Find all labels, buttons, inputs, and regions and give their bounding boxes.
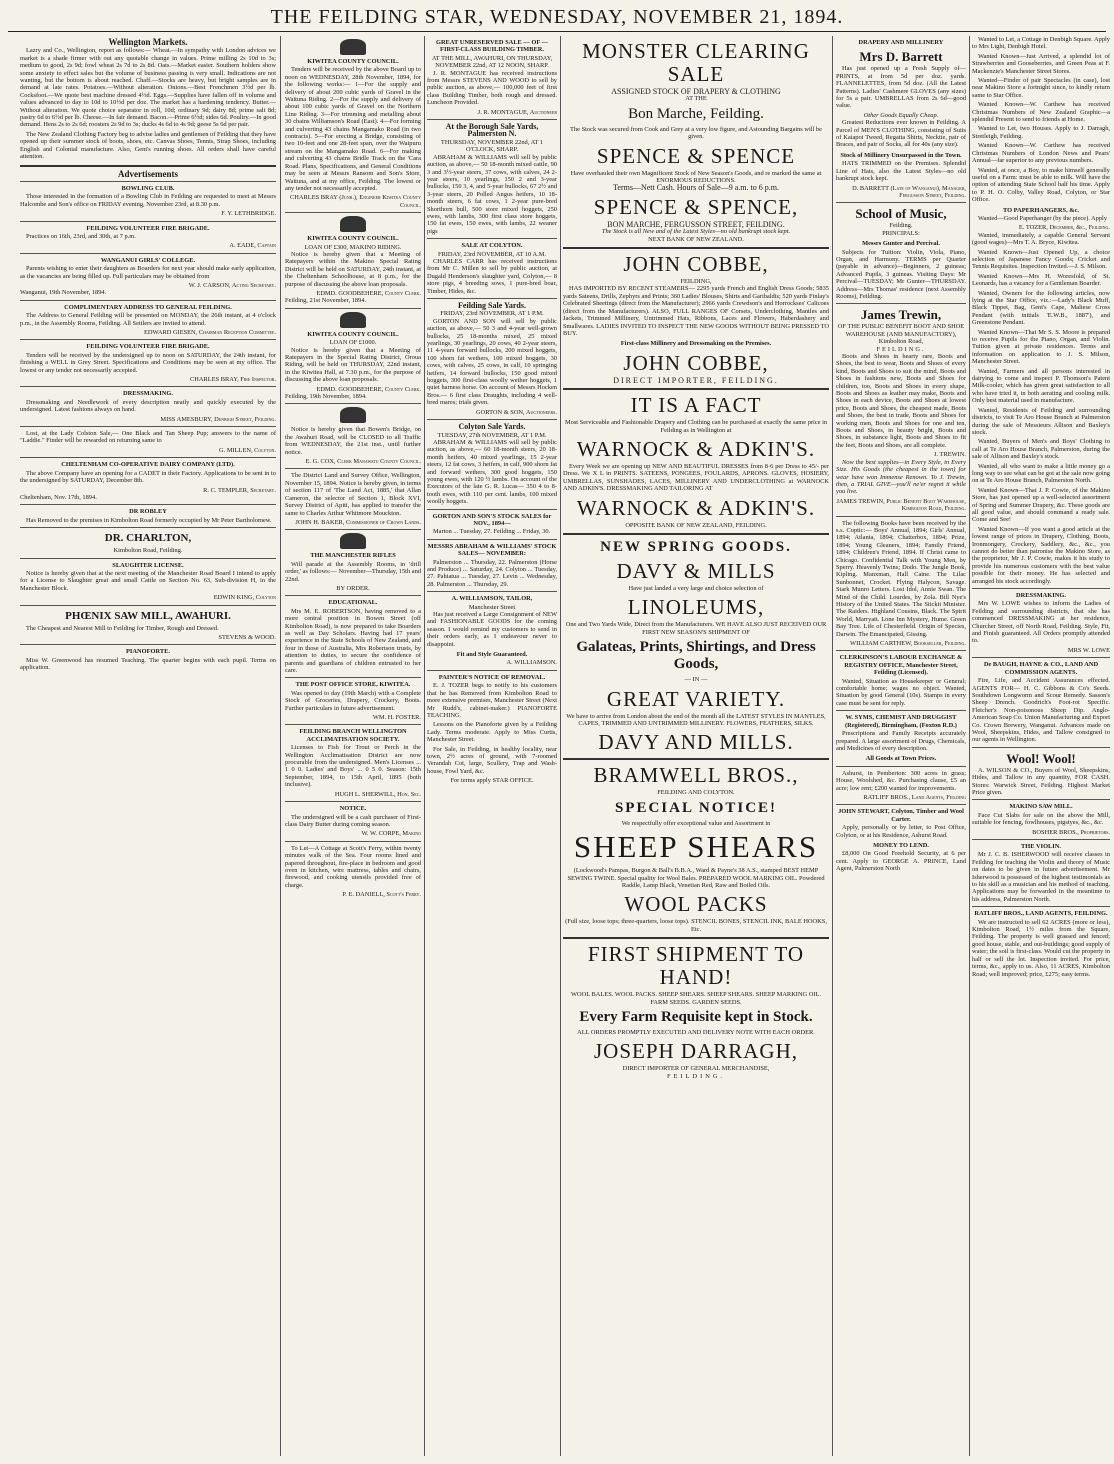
galateas-title: Galateas, Prints, Shirtings, and Dress Goods,: [576, 639, 816, 673]
every-farm-title: Every Farm Requisite kept in Stock.: [579, 1009, 813, 1026]
divider: [836, 650, 966, 651]
wanted-ad: Wanted, all who want to make a little money go a long way to see what can be got at the sale now going on at Te Aro House Branch, Palmerston North.: [972, 462, 1110, 485]
wanted-signature: E. TOZER, December, &c., Feilding.: [1018, 224, 1110, 232]
wanted-ad: Wanted, Buyers of Men's and Boys' Clothing to call at Te Aro House Branch, Palmerston, during the sale of Allison and Baxley's stock.: [972, 438, 1110, 461]
violin-text: Mr J. C. B. ISHERWOOD will receive classes in Feilding for teaching the Violin and theory of Music on dates to be given in future advertisement. Mr Isherwood is possessed of the highest testimonials as to his skill as a musician and his method of teaching. Applications may be forwarded in the meantime to his address, Palmerston North.: [972, 851, 1110, 903]
rifles-signature: BY ORDER.: [336, 584, 370, 592]
butter-notice-text: The undersigned will be a cash purchaser of First-class Dairy Butter during coming season.: [285, 813, 421, 828]
wanted-ad: Wanted Known—That J. P. Cowie, of the Makino Store, has just opened up a well-selected assortment of Spring and Summer Drapery, &c. These goods are all good value, and should command a ready sale. Come and See!: [972, 486, 1110, 524]
post-office-store-text: Was opened to day (19th March) with a Complete Stock of Groceries, Drapery, Crockery, Boots. Further particulars in future advertisement.: [285, 689, 421, 712]
cobbe-subtitle: FEILDING,: [680, 278, 712, 286]
trewin-text: Boots and Shoes in hearty rare, Boots and Shoes, the best to wear, Boots and Shoes of every kind, Boots and Shoes to suit the mind, Boots and Shoes in fashions new, Boots and Shoes for children, too, Boots and Shoes in every shape, Boots and Shoes as leather may make, Boots and Shoes in each device, Boots and Shoes at lowest price, Boots and Shoes, the cheapest made, Boots and Shoes, the best in trade, Boots and Shoes for working men, Boots and Shoes for one and ten, Boots and Shoes, in beauty bright, Boots and Shoes, in substance light, Boots and Shoes to fit the feet, Boots and Shoes, are all complete.: [836, 353, 966, 449]
bramwell-text: We respectfully offer exceptional value and Assortment in: [621, 819, 771, 827]
clearing-sale-text: The Stock was secured from Cook and Grey at a very low figure, and Astounding Bargains will be given.: [570, 125, 822, 141]
crest-icon: [340, 39, 366, 55]
divider: [427, 298, 557, 299]
kiwitea-loan2-signature: EDMD. GOODBEHERE, County Clerk.: [316, 385, 421, 393]
wanted-ad: Wanted to Let, a Cottage in Denbigh Square. Apply to Mrs Light, Denbigh Hotel.: [972, 36, 1110, 51]
borough-yards-text: ABRAHAM & WILLIAMS will sell by public auction, as above,— 50 18-month mixed cattle, 90 3 and 3½-year steers, 37 cows, with calves, 24 2-year steers, 10 yearlings, 150 2 and 3-year bullocks, 150 3, 4, and 5-year bullocks, 67 2½ and 3-year steers, 20 Polled Angus heifers, 10 18-month steers, 6 fat cows, 1 2-year pure-bred Shorthorn bull, 500 store mixed hoggets, 250 ewes, with lambs, 300 first class store hoggets, 150 fat ewes, 150 ewes, with lambs, 22 weaner pigs: [427, 153, 557, 235]
darragh-subtitle: DIRECT IMPORTER OF GENERAL MERCHANDISE,: [622, 1065, 770, 1073]
bowling-signature: F. Y. LETHBRIDGE.: [221, 210, 276, 218]
post-office-store-title: THE POST OFFICE STORE, KIWITEA.: [295, 681, 411, 689]
barrett-text-2: Greatest Reductions ever known in Feilding. A Parcel of MEN'S CLOTHING, consisting of Suits of Kaiapoi Tweed, Regatta Shirts, Necktie, pair of Braces, and pair of Socks, all for 40s (any size).: [836, 119, 966, 149]
divider: [20, 165, 276, 167]
wanted-ad: Wanted Known—If you want a good article at the lowest range of prices in Drapery, Clothing, Boots, Ironmongery, Crockery, Saddlery, &c., &c., you cannot do better than patronise the Makino Store, as the proprietor, Mr J. P. Cowie, makes it his study to provide his numerous customers with the best value possible for their money. He has selected and arranged his stock accordingly.: [972, 525, 1110, 585]
divider: [427, 539, 557, 540]
timber-sale-text: J. R. MONTAGUE has received instructions from Messrs STEVENS AND WOOD to sell by public auction, as above,— 100,000 feet of first class Building Timber, both rough and dressed. Luncheon Provided.: [427, 69, 557, 107]
educational-text: Mrs M. E. ROBERTSON, having removed to a more central position in Bowen Street (off Kimbolton Road), is now prepared to take Boarders as well as Day Scholars. Having had 17 years' experience in the State Schools of New Zealand, and four in those of Australia, Mrs Robertson trusts, by attention to duties, to secure the confidence of parents and guardians of children entrusted to her care.: [285, 607, 421, 674]
markets-title: Wellington Markets.: [108, 37, 188, 47]
cobbe-note: First-class Millinery and Dressmaking on the Premises.: [620, 340, 772, 348]
divider: [285, 529, 421, 530]
masthead-rule: [8, 31, 1106, 32]
school-music-names: Messrs Gunter and Percival.: [862, 240, 940, 248]
girls-college-text: Parents wishing to enter their daughters as Boarders for next year should make early application, as the vacancies are being filled up. Full particulars may be obtained from: [20, 265, 276, 280]
dressmaking-text: Dressmaking and Needlework of every description neatly and quickly executed by the undersigned. Latest fashions always on hand.: [20, 398, 276, 414]
divider: [285, 841, 421, 842]
dairy-signature: R. C. TEMPLER, Secretary.: [203, 486, 276, 494]
kiwitea-title-3: KIWITEA COUNTY COUNCIL.: [307, 330, 399, 338]
wanted-ad: Wanted—Good Paperhanger (by the piece). Apply: [978, 214, 1108, 222]
column-4: [563, 36, 829, 1456]
makino-mill-text: Face Cut Slabs for sale on the above the Mill, suitable for fencing, fowlhouses, pigstyes, &c., &c.: [972, 811, 1110, 827]
acclimatisation-signature: HUGH L. SHERWILL, Hon. Sec.: [334, 790, 421, 798]
timber-sale-signature: J. R. MONTAGUE, Auctioneer: [477, 108, 557, 116]
girls-college-signature: W. J. CARSON, Acting Secretary.: [188, 281, 276, 289]
barrett-title: DRAPERY AND MILLINERY: [858, 39, 944, 46]
feilding-yards-text: GORTON AND SON will sell by public auction, as above,— 50 3 and 4-year well-grown bullocks, 25 18-months mixed, 25 mixed yearlings, 30 yearlings, 20 cows, 40 2-year steers, 11 4-years forward bullocks, 200 mixed hoggets, 100 shorn fat wethers, 100 mixed hoggets, 30 cows, with calves, 25 cows, in calf, 10 springing heifers, 14 forward bullocks, 150 good mixed hoggets, 300 first-class woolly wether hoggets, 1 quiet harness horse. On account of Messrs Hocken Bros.— 6 first class Draughts, including 4 well-bred mares; trials given.: [427, 317, 557, 407]
barrett-text-3: HATS TRIMMED on the Premises. Splendid Line of Hats, also the Latest Styles—no old bankrupt stock kept.: [836, 160, 966, 183]
cobbe-text: HAS IMPORTED BY RECENT STEAMERS— 2295 yards French and English Dress Goods; 5835 yards Sateens, Drills, Zephyrs and Prints; 360 Ladies' Blouses, Shirts and Garibaldis; 520 yards Finlay's Celebrated Sheetings (direct from the Manufacturer); 2966 yards Crewdson's and Horrockses' Calicoes (direct from the Manufacturers). ALSO, FULL RANGES OF Corsets, Underclothing, Mantles and Jackets, Trimmed Millinery, Untrimmed Hats, Ribbons, Laces and Flowers, Haberdashery and Smallwares. LADIES INVITED TO INSPECT THE NEW GOODS WITHOUT BEING PRESSED TO BUY.: [563, 285, 829, 337]
kiwitea-loan-signature: EDMD. GOODBEHERE, County Clerk.: [316, 289, 421, 297]
column-divider: [424, 36, 425, 1456]
kiwitea-loan2-text: Notice is hereby given that a Meeting of Ratepayers in the Special Rating District, Oroua Riding, will be held on THURSDAY, 22nd instant, in the Kiwitea Hall, at 7.30 p.m., for the purpose of discussing the above loan proposals.: [285, 346, 421, 384]
barrett-signature: D. BARRETT (Late of Wanganui), Manager, Fergusson Street, Feilding.: [852, 184, 966, 199]
butter-notice-signature: W. W. CORPE, Makino: [361, 830, 421, 838]
fire-brigade-signature: A. EADE, Captain: [229, 242, 276, 250]
tailor-fit: Fit and Style Guaranteed.: [456, 651, 528, 659]
wool-text: A. WILSON & CO., Buyers of Wool, Sheepskins, Hides, and Tallow in any quantity, FOR CASH. Stores: Warwick Street, Feilding. Highest Market Price given.: [972, 766, 1110, 796]
divider: [563, 533, 829, 535]
spence-address: BON MARCHE, FERGUSSON STREET, FEILDING.: [607, 219, 785, 229]
bowling-text: Those interested in the formation of a Bowling Club in Feilding are requested to meet at Messrs Halcombe and Son's office on FRIDAY evening, November 23rd, at 8.30 p.m.: [20, 193, 276, 208]
colyton-yards-title: Colyton Sale Yards.: [458, 422, 526, 432]
column-6: [972, 36, 1110, 1456]
debaugh-title: De BAUGH, HAYNE & CO., LAND AND COMMISSION AGENTS.: [983, 661, 1099, 676]
slaughter-signature: EDWIN KING, Colyton: [213, 594, 276, 602]
lowe-signature: MRS W. LOWE: [1067, 646, 1110, 654]
clearing-sale-subtitle: ASSIGNED STOCK OF DRAPERY & CLOTHING: [611, 87, 781, 96]
divider: [20, 221, 276, 222]
divider: [836, 804, 966, 805]
kiwitea-loan-subtitle: LOAN OF £300, MAKINO RIDING.: [304, 243, 402, 251]
cottage-signature: P. E. DANIELL, Scott's Ferry.: [342, 891, 421, 899]
town-prices: All Goods at Town Prices.: [865, 755, 937, 763]
wanted-ad: Wanted, Residents of Feilding and surrounding districts, to visit Te Aro House Branch at Palmerston during the sale of Messieurs Allison and Baxley's stock.: [972, 406, 1110, 436]
for-sale-text: For Sale, in Feilding, in healthy locality, near town, 2½ acres of ground, with 7-roomed Verandah Cot, large, Scullery, Trap and Wash-house, Fowl Yard, &c.: [427, 745, 557, 775]
divider: [20, 181, 276, 182]
trewin-title: James Trewin,: [860, 307, 942, 323]
acclimatisation-text: Licenses to Fish for Trout or Perch in the Wellington Acclimatisation District are now procurable from the undersigned. Men's Licenses ... 1 0 0. Ladies' and Boys' ... 0 5 0. Season: 15th September, 1894, to 15th April, 1895 (both inclusive).: [285, 744, 421, 789]
divider: [20, 504, 276, 505]
spence-terms: Terms—Nett Cash. Hours of Sale—9 a.m. to 6 p.m.: [613, 183, 779, 193]
spring-goods-title: NEW SPRING GOODS.: [600, 538, 792, 555]
trewin-text-2: Now the best supplies—in Every Style, in Every Size. His Goods (the cheapest in the town) for wear have won Immense Renown. To J. Trewin, then, a TRIAL GIVE—you'll ne'er regret it while you live.: [836, 458, 966, 496]
divider: [836, 516, 966, 517]
crest-icon: [340, 407, 366, 423]
address-text: The Address to General Feilding will be presented on MONDAY, the 26th instant, at 4 o'clock p.m., in the Assembly Rooms, Feilding. All Settlers are invited to attend.: [20, 312, 276, 327]
sheep-shears-title: SHEEP SHEARS: [573, 829, 819, 865]
crest-icon: [340, 533, 366, 549]
wanted-ad: Wanted—Finder of pair Spectacles (in case), lost near Makino Store a fortnight since, to kindly return same to Star Office.: [972, 77, 1110, 99]
borough-yards-subtitle: THURSDAY, NOVEMBER 22nd, AT 1 O'CLOCK, SHARP.: [440, 138, 544, 154]
clearing-sale-at: AT THE: [685, 95, 707, 103]
timber-sale-title: GREAT UNRESERVED SALE — OF — FIRST-CLASS BUILDING TIMBER.: [435, 39, 549, 54]
wanted-ad: Wanted to Let, two Houses. Apply to J. Darragh, Stretleigh, Feilding.: [972, 125, 1110, 140]
colyton-yards-text: ABRAHAM & WILLIAMS will sell by public auction, as above,— 60 18-month steers, 20 18-month heifers, 40 mixed yearlings, 15 2-year steers, 12 fat cows, 3 heifers, in calf, 900 shorn fat and forward wethers, 300 good hoggets, 150 young ewes, with 120 ½ lambs. On account of the Executors of the late G. R. Lucas— 350 4 to 8-tooth ewes, with 110 per cent. lambs, 100 mixed woolly hoggets.: [427, 438, 557, 506]
brigade-tender-signature: CHARLES BRAY, Fire Inspector.: [190, 376, 276, 384]
divider: [972, 588, 1110, 589]
divider: [285, 677, 421, 678]
school-music-principals: PRINCIPALS:: [882, 229, 920, 237]
for-sale-signature: For terms apply STAR OFFICE.: [450, 777, 534, 785]
saw-mill-signature: STEVENS & WOOD.: [218, 633, 276, 641]
bramwell-text-3: (Full size, loose tops; three-quarters, loose tops). STENCIL BONES, STENCIL INK, BALE HOOKS, Etc.: [565, 918, 827, 933]
kiwitea-loan-date: Feilding, 21st November, 1894.: [285, 297, 367, 305]
tailor-subtitle: Manchester Street: [468, 603, 516, 611]
fire-brigade-title: FEILDING VOLUNTEER FIRE BRIGADE.: [86, 224, 210, 232]
stewart-title: JOHN STEWART, Colyton, Timber and Wool Carter.: [838, 808, 964, 823]
doctor2-title: DR. CHARLTON,: [104, 532, 192, 545]
special-notice-title: SPECIAL NOTICE!: [614, 799, 778, 816]
column-divider: [832, 36, 833, 1456]
books-signature: WILLIAM CARTHEW, Bookseller, Feilding.: [850, 640, 966, 648]
girls-college-date: Wanganui, 19th November, 1894.: [20, 289, 107, 297]
lowe-dressmaking-title: DRESSMAKING.: [1016, 592, 1066, 600]
divider: [836, 303, 966, 304]
ratliff-text: We are instructed to sell 62 ACRES (more or less), Kimbolton Road, 1½ miles from the Square, Feilding. The property is well grassed and fenced; good house, stable, and out-buildings; good supply of water; the soil is first-class. Would cut the property in half or sell the lot. Inspection invited. For price, terms, &c., apply to us. Also, 11 ACRES, Kimbolton Road; well improved; price, £275; easy terms.: [972, 918, 1110, 978]
divider: [20, 426, 276, 427]
makino-mill-signature: BOSHER BROS., Proprietors.: [1032, 828, 1110, 836]
borough-yards-title: At the Borough Sale Yards, Palmerston N.: [445, 122, 539, 139]
markets-text: Lazry and Co., Wellington, report as follows:— Wheat.—In sympathy with London advices we market is a shade firmer with out any quotable change in values. Prime milling 2s 10d to 3s; medium to good, 2s 9d; fowl wheat 2s 7d to 2s 8d. Oats.—Market easier. Southern holders show some anxiety to effect sales but the volume of business passing is very small. Indications are not wanting, but the bottom is about reached. Chaff.—Stocks are heavy, but bright samples are in demand at late rates. Potatoes.—Without alteration. Onions.—Best Frenchmen 3½d per lb. Cocksfoot.—We quote best machine dressed 4½d. Eggs.—Supplies have fallen off in volume and values advanced to day to 10d to 10½d per doz. The market has a hardening tendency. Butter.—Without alteration. We quote choice separator in roll, 10d; ordinary 9d; dairy 8d; prime salt 8d; pastry 6d to 6½d per lb. Cheese.—In fair demand. Bacon.—Prime 6½d; sides 6d. Poultry.—In good demand. Hens 2s to 2s 6d; roosters 2s 9d to 3s; ducks 4s 6d to 4s 9d; geese 5s 6d per pair.: [20, 47, 276, 129]
paperhangers-title: TO PAPERHANGERS, &c.: [1002, 206, 1080, 214]
colyton-sale-subtitle: FRIDAY, 23rd NOVEMBER, AT 10 A.M.: [437, 250, 546, 258]
land-office-signature: JOHN H. BAKER, Commissioner of Crown Lands.: [295, 518, 421, 526]
divider: [20, 457, 276, 458]
divider: [563, 937, 829, 939]
kiwitea-title-2: KIWITEA COUNTY COUNCIL.: [307, 235, 399, 243]
syms-text: Prescriptions and Family Receipts accurately prepared. A large assortment of Drugs, Chemicals, and Medicines of every description.: [836, 730, 966, 752]
column-5: [836, 36, 966, 1456]
labour-exchange-text: Wanted, Situation as Housekeeper or General; comfortable home; wages no object. Wanted, Situation by good General (10s). Stamps in every case must be sent for reply.: [836, 677, 966, 707]
dairy-title: CHELTENHAM CO-OPERATIVE DAIRY COMPANY (LTD).: [61, 461, 235, 469]
gorton-sales-text: Marton ... Tuesday, 27. Feilding ... Friday, 30.: [433, 528, 551, 536]
davy-mills-text-2: One and Two Yards Wide, Direct from the Manufacturers. WE HAVE ALSO JUST RECEIVED OUR FIRST NEW SEASON'S SHIPMENT OF: [565, 621, 827, 636]
first-shipment-title: FIRST SHIPMENT TO HAND!: [587, 942, 805, 990]
first-shipment-text-2: ALL ORDERS PROMPTLY EXECUTED AND DELIVERY NOTE WITH EACH ORDER.: [577, 1029, 815, 1037]
labour-exchange-title: CLERKINSON'S LABOUR EXCHANGE & REGISTRY OFFICE, Manchester Street, Feilding (Licensed).: [839, 654, 963, 677]
divider: [20, 386, 276, 387]
column-divider: [969, 36, 970, 1456]
doctor-text: Has Removed to the premises in Kimbolton Road formerly occupied by Mr Peter Bartholomew.: [26, 516, 272, 524]
divider: [972, 906, 1110, 907]
darragh-feilding: FEILDING.: [666, 1072, 726, 1080]
divider: [563, 388, 829, 390]
crest-icon: [340, 216, 366, 232]
divider: [427, 238, 557, 239]
barrett-text: Has just opened up a Fresh Supply of— PRINTS, at from 5d per doz. yards. FLANNELETTES, from 5d doz. (All the Latest Patterns). Ladies' Cashmere GLOVES (any sizes) for 5s a pair. UMBRELLAS from 2s 6d—good value.: [836, 65, 966, 110]
davy-mills-text: Have just landed a very large and choice selection of: [628, 584, 764, 592]
cobbe-title-2: JOHN COBBE,: [623, 350, 769, 375]
stewart-text: Apply, personally or by letter, to Post Office, Colyton, or at his Residence, Ashurst Road.: [836, 824, 966, 839]
divider: [285, 724, 421, 725]
pianoforte-text: Miss W. Greenwood has resumed Teaching. The quarter begins with each pupil. Terms on application.: [20, 656, 276, 672]
wanted-ad: Wanted, Farmers and all persons interested in dairying to come and inspect P. Thomson's Patent Milk-cooler, which has given great satisfaction to all who have tried it, in both aerating and cooling milk. Only best material used in manufacture.: [972, 367, 1110, 405]
address-signature: EDWARD GIESEN, Chairman Reception Committee.: [144, 329, 276, 336]
wanted-ad: Wanted Known—W. Carthew has received Christmas Numbers of London News and Pears' Annual—far superior to any previous numbers.: [972, 142, 1110, 165]
rifles-text: Will parade at the Assembly Rooms, in 'drill order,' as follows:— November—Thursday, 15th and 22nd.: [285, 560, 421, 583]
feilding-yards-subtitle: FRIDAY, 23rd NOVEMBER, AT 1 P.M.: [440, 310, 544, 318]
divider: [972, 747, 1110, 748]
school-music-text: Subjects for Tuition: Violin, Viola, Piano, Organ, and Harmony. TERMS per Quarter (payable in advance)—Beginners, 2 guineas; Advanced Pupils, 3 guineas. Visiting Days: Mr Percival—TUESDAY; Mr Gunter—THURSDAY. Address—Mrs Thomas' residence (next Assembly Rooms), Feilding.: [836, 248, 966, 300]
wanted-ad: Wanted, Owners for the following articles, now lying at the Star Office, viz.:—Lady's Black Muff, Black Tippet, Bag, Gent's Cape, Maltese Cross Pendant (with initials 'E.W.B., 1887'), and Greenstone Pendant.: [972, 289, 1110, 327]
divider: [285, 595, 421, 596]
feilding-yards-title: Feilding Sale Yards.: [458, 301, 526, 310]
divider: [285, 801, 421, 802]
cottage-text: To Let—A Cottage at Scott's Ferry, within twenty minutes walk of the Sea. Four rooms lined and papered throughout, fire-place in bedroom and good oven in kitchen, wire mattress, tables and chairs, firewood, and cooking utensils provided free of charge.: [285, 844, 421, 889]
makino-mill-title: MAKINO SAW MILL.: [1009, 803, 1073, 811]
lost-signature: G. MILLEN, Colyton.: [219, 446, 276, 454]
spence-text-2: The Stock is all New and of the Latest Styles—no old bankrupt stock kept.: [601, 228, 791, 236]
divider: [972, 799, 1110, 800]
spence-next: NEXT BANK OF NEW ZEALAND.: [648, 235, 744, 243]
divider: [285, 212, 421, 213]
abraham-sales-title: MESSRS ABRAHAM & WILLIAMS' STOCK SALES— NOVEMBER:: [427, 542, 557, 558]
school-music-subtitle: Feilding.: [889, 222, 913, 230]
wanted-ad: Wanted, immediately, a capable General Servant (good wages)—Mrs T. A. Bryce, Kiwitea.: [972, 231, 1110, 247]
wanted-ad: Wanted Known—W. Carthew has received Christmas Numbers of New Zealand Graphic—a splendid Present to send to friends at Home.: [972, 101, 1110, 124]
davy-mills-text-3: We have to arrive from London about the end of the month all the LATEST STYLES IN MANTLES, CAPES, TRIMMED AND UNTRIMMED MILLINERY. FLOWERS, FEATHERS, SILKS.: [566, 712, 826, 727]
wanted-ad: Wanted Known—Mrs H. Woresfold, of St. Leonards, has a vacancy for a Gentleman Boarder.: [972, 272, 1110, 288]
address-title: COMPLIMENTARY ADDRESS TO GENERAL FEILDING.: [64, 303, 232, 311]
divider: [563, 758, 829, 760]
fire-brigade-text: Practices on 16th, 23rd, and 30th, at 7 p.m.: [26, 232, 136, 240]
brigade-tender-title: FEILDING VOLUNTEER FIRE BRIGADE.: [86, 343, 210, 351]
dairy-text: The above Company have an opening for a CADET in their Factory. Applications to be sent in to the undersigned by SATURDAY, December 8th.: [20, 469, 276, 485]
column-1: [20, 36, 276, 1456]
violin-title: THE VIOLIN.: [1020, 843, 1061, 850]
ratliff-title: RATLIFF BROS., LAND AGENTS, FEILDING.: [974, 910, 1108, 918]
barrett-stock: Stock of Millinery Unsurpassed in the Town.: [840, 151, 962, 159]
brigade-tender-text: Tenders will be received by the undersigned up to noon on SATURDAY, the 24th instant, for finishing a WELL in Grey Street. Specifications and Conditions may be seen at my office. The lowest or any tender not necessarily accepted.: [20, 351, 276, 374]
cobbe-direct: DIRECT IMPORTER, FEILDING.: [613, 375, 779, 385]
wool-title: Wool! Wool!: [1006, 750, 1076, 766]
wanted-ad: Wanted, at once, a Boy, to make himself generally useful on a Farm: must be able to milk. Will have the option of attending State School half his time. Apply to P. H. O. Colby, Valley Road, Colyton, or Star Office.: [972, 166, 1110, 204]
saw-mill-title: PHŒNIX SAW MILL, AWAHURI.: [65, 609, 231, 622]
pianoforte-title: PIANOFORTE.: [126, 648, 170, 656]
timber-sale-subtitle: AT THE MILL, AWAHURI, ON THURSDAY, NOVEMBER 22nd, AT 12 NOON, SHARP.: [431, 54, 553, 70]
money-lend-title: MONEY TO LEND.: [873, 841, 929, 849]
linoleums-title: LINOLEUMS,: [627, 595, 765, 620]
trewin-signature: J. TREWIN.: [933, 451, 966, 459]
spence-title-2: SPENCE & SPENCE,: [593, 194, 799, 219]
divider: [836, 766, 966, 767]
divider: [20, 300, 276, 301]
to-lease-signature: RATLIFF BROS., Land Agents, Feilding: [863, 793, 966, 801]
divider: [972, 657, 1110, 658]
divider: [427, 591, 557, 592]
bramwell-subtitle: FEILDING AND COLYTON.: [657, 789, 735, 797]
rifles-title: THE MANCHESTER RIFLES: [310, 552, 396, 560]
girls-college-title: WANGANUI GIRLS' COLLEGE.: [100, 256, 196, 264]
warnock-text: Every Week we are opening up NEW AND BEAUTIFUL DRESSES from 8·6 per Dress to 45/- per Dress. We X L in PRINTS. SATEENS, PONGEES, FOULARDS, APRONS. GLOVES, HOSIERY, UMBRELLAS, SUNSHADES, LACES, MILLINERY AND UNDERCLOTHING at WARNOCK AND ADKIN'S. DRESSMAKING AND TAILORING AT: [563, 462, 829, 493]
divider: [20, 644, 276, 645]
bridge-notice-text: Notice is hereby given that Bowen's Bridge, on the Awahuri Road, will be CLOSED to all Traffic from WEDNESDAY, the 21st inst., until further notice.: [285, 426, 421, 456]
divider: [20, 605, 276, 606]
lost-text: Lost, at the Lady Colston Sale,— One Black and Tan Sheep Pup; answers to the name of "Laddie." Finder will be rewarded on returning same to: [20, 430, 276, 445]
kiwitea-tender-signature: CHARLES BRAY (Junr.), Engineer Kiwitea County Council.: [290, 194, 421, 209]
column-2: [285, 36, 421, 1456]
post-office-store-signature: WM. H. FOSTER.: [372, 714, 421, 722]
divider: [285, 308, 421, 309]
warnock-title: WARNOCK & ADKIN'S.: [576, 436, 816, 461]
acclimatisation-title: FEILDING BRANCH WELLINGTON ACCLIMATISATION SOCIETY.: [299, 728, 407, 743]
crest-icon: [340, 312, 366, 328]
painter-text: E. J. TOZER begs to notify to his customers that he has Removed from Kimbolton Road to more extensive premises, Manchester Street (Next Mr Rudd's, cabinet-maker.) PIANOFORTE TEACHING.: [427, 682, 557, 719]
trewin-feilding: FEILDING.: [876, 345, 926, 353]
clearing-sale-title: MONSTER CLEARING SALE: [582, 39, 810, 86]
kiwitea-loan2-subtitle: LOAN OF £1000.: [329, 339, 377, 347]
divider: [427, 119, 557, 120]
money-lend-text: £8,000 On Good Freehold Security, at 6 per cent. Apply to GEORGE A. PRINCE, Land Agent, Palmerston North: [836, 850, 966, 873]
advertisements-title: Advertisements: [118, 168, 178, 179]
clothing-text: The New Zealand Clothing Factory beg to advise ladies and gentlemen of Feilding that they have opened up their summer stock of boots, shoes, etc. Canvas Shoes, Tennis, Strap Shoes, including English and Colonial manufacture. Also, Gent's running shoes. All orders shall have careful attention.: [20, 130, 276, 161]
bowling-title: BOWLING CLUB.: [121, 184, 175, 192]
great-variety-title: GREAT VARIETY.: [606, 686, 786, 711]
kiwitea-title-1: KIWITEA COUNTY COUNCIL.: [307, 58, 399, 65]
wool-packs-title: WOOL PACKS: [624, 892, 768, 917]
slaughter-title: SLAUGHTER LICENSE.: [112, 561, 184, 569]
divider: [285, 403, 421, 404]
doctor-title: DR ROBLEY: [129, 508, 167, 516]
divider: [20, 558, 276, 559]
doctor2-address: Kimbolton Road, Feilding.: [113, 547, 183, 555]
books-text: The following Books have been received by the s.s. Coptic:— Boys' Annual, 1894; Girls' Annual, 1894; Atlanta, 1894; Chatterbox, 1894; Prize, 1894; Young Gleaners, 1894; Family Friend, 1894; Children's Friend, 1894. If Christ came to Chicago. Confidential Talk with Young Men, by Sperry. Heavenly Twins; Dodo. The Jungle Book, Kipling. Manxman, Hall Caine. The Lilac Sunbonnet, Crocket. Flying Halycon, Savage. Stark Munro Letters. Lost Idol, Annie Swan. The Mind of the Child. Lourdes, by Zola. Bill Nye's History of the United States. The Stickit Minister. The Raiders. Highland Cousins, Black. The Spirit World, Marryatt. Lone Inn Mystery, Hume. Green Bay Tree. Life of Chesterfield. Origin of Species, Darwin. The Emancipated, Gissing.: [836, 519, 966, 638]
cobbe-title: JOHN COBBE,: [623, 252, 769, 277]
barrett-name: Mrs D. Barrett: [859, 49, 943, 65]
painter-title: PAINTER'S NOTICE OF REMOVAL.: [438, 673, 546, 681]
divider: [285, 468, 421, 469]
divider: [427, 670, 557, 671]
land-office-text: The District Land and Survey Office, Wellington, November 15, 1894. Notice is hereby given, in terms of section 117 of 'The Land Act, 1885,' that Allan Cameron, the selector of Section 1, Block XVI, Survey District of Apiti, has applied to transfer the same to Charles Arthur Whitmore Mouckton.: [285, 472, 421, 517]
warnock-opposite: OPPOSITE BANK OF NEW ZEALAND, FEILDING.: [625, 521, 767, 529]
masthead: THE FEILDING STAR, WEDNESDAY, NOVEMBER 21, 1894.: [270, 6, 844, 28]
divider: [20, 339, 276, 340]
divider: [427, 419, 557, 420]
darragh-title: JOSEPH DARRAGH,: [593, 1039, 799, 1064]
dairy-date: Cheltenham, Nov. 17th, 1894.: [20, 493, 97, 501]
spence-title: SPENCE & SPENCE: [596, 143, 796, 168]
syms-title: W. SYMS, CHEMIST AND DRUGGIST (Registered), Birmingham, (Foxton R.D.): [845, 714, 957, 729]
davy-mills-title-2: DAVY AND MILLS.: [598, 730, 794, 755]
divider: [563, 247, 829, 249]
lowe-dressmaking-text: Mrs W. LOWE wishes to inform the Ladies of Feilding and surrounding districts, that she has commenced DRESSMAKING at her residence, Churcher Street, off North Road, Feilding. Style, Fit, and Finish guaranteed. All Orders promptly attended to.: [972, 600, 1110, 645]
abraham-sales-text: Palmerston ... Thursday, 22. Palmerston (Horse and Produce) ... Saturday, 24. Colyton ... Tuesday, 27. Pahiatua ... Tuesday, 27. Levin ... Wednesday, 28. Palmerston ... Thursday, 29.: [427, 558, 557, 588]
column-3: [427, 36, 557, 1456]
kiwitea-loan2-date: Feilding, 19th November, 1894.: [285, 393, 367, 401]
divider: [836, 710, 966, 711]
davy-mills-title: DAVY & MILLS: [616, 558, 776, 583]
column-divider: [280, 36, 281, 1456]
galateas-in: — IN —: [684, 676, 708, 684]
barrett-cheap: Other Goods Equally Cheap.: [863, 111, 939, 119]
first-shipment-text: WOOL BALES. WOOL PACKS. SHEEP SHEARS. SHEEP SHEARS. SHEEP MARKING OIL. FARM SEEDS. GARDEN SEEDS.: [570, 991, 822, 1006]
trewin-subtitle: OF THE PUBLIC BENEFIT BOOT AND SHOE WAREHOUSE (AND MANUFACTORY), Kimbolton Road,: [837, 323, 965, 346]
colyton-yards-subtitle: TUESDAY, 27th NOVEMBER, AT 1 P.M.: [437, 431, 547, 439]
saw-mill-text: The Cheapest and Nearest Mill to Feilding for Timber, Rough and Dressed.: [26, 624, 219, 632]
tailor-title: A. WILLIAMSON, TAILOR,: [451, 595, 533, 603]
wanted-ad: Wanted Known—Just Arrived, a splendid lot of Strawberries and Gooseberries, and Green Peas at F. Mackenzie's Manchester Street Stores.: [972, 52, 1110, 75]
colyton-sale-text: CHARLES CARR has received instructions from Mr C. Millen to sell by public auction, at Dugald Henderson's slaughter yard, Colyton,— 8 store pigs, 4 breeding sows, 1 pure-bred boar, Timber, Hides, &c.: [427, 257, 557, 295]
butter-notice-title: NOTICE.: [339, 805, 367, 813]
lessons-text: Lessons on the Pianoforte given by a Feilding Lady. Terms moderate. Apply to Miss Curtis, Manchester Street.: [427, 721, 557, 744]
tailor-text: Has just received a Large Consignment of NEW and FASHIONABLE GOODS for the coming season. I would remind my customers to send in their orders early, as I endeavour never to disappoint.: [427, 611, 557, 648]
dressmaking-signature: MISS AMESBURY, Denbigh Street, Feilding.: [160, 415, 276, 423]
wanted-ad: Wanted Known—Just Opened Up, a choice selection of Japanese Fancy Goods; Cricket and Tennis Requisites. Inspection Invited.—J. S. Milson.: [972, 248, 1110, 271]
divider: [20, 253, 276, 254]
kiwitea-tender-text: Tenders will be received by the above Board up to noon on WEDNESDAY, 28th November, 1894, for the following works:— 1—For the supply and delivery of about 200 cubic yards of Gravel in the Waituna Riding. 2—For the supply and delivery of about 100 cubic yards of Gravel on the Northern Line Riding. 3—For trimming and metalling about 30 chains Williamson's Road (East). 4—For forming and culverting 43 chains Mangamako Road (in two contracts). 5—For erecting a Bridge, consisting of two 10-feet and one 28-feet span, over the Waipuru stream on the Mangamako Road. 6—For making and culverting 43 chains Bridle Track on the 'Cara Road. Plans, Specifications, and General Conditions may be seen at Messrs Ransom and Son's Store, Waituna, and at my office, Feilding. The lowest or any tender not necessarily accepted.: [285, 66, 421, 192]
debaugh-text: Fire, Life, and Accident Assurances effected. AGENTS FOR— H. C. Gibbons & Co's Seeds. Southdown Longworm and Scour Remedy. Sasson's Sheep Drench. Goodrich's Foot-rot Specific. Fletcher's Non-poisonous Sheep Dip. Anglo-American Soap Co. Union Manufacturing and Export Co. Crown Brewery, Wanganui. Advances made on Wool, Sheepskins, Hides, and Tallow consigned to our agents in Wellington.: [972, 677, 1110, 744]
slaughter-text: Notice is hereby given that at the next meeting of the Manchester Road Board I intend to apply for a License to Slaughter great and small Cattle on Section No. 63, Sub-division H, in the Manchester Block.: [20, 569, 276, 592]
bramwell-title: BRAMWELL BROS.,: [593, 763, 799, 788]
dressmaking-title: DRESSMAKING.: [123, 390, 173, 398]
spence-text: Have overhauled their own Magnificent Stock of New Season's Goods, and re marked the same at ENORMOUS REDUCTIONS.: [570, 169, 822, 185]
feilding-yards-signature: GORTON & SON, Auctioneers.: [475, 408, 557, 416]
fact-text: Most Serviceable and Fashionable Drapery and Clothing can be purchased at exactly the same price in Feilding as in Wellington at: [564, 419, 828, 434]
kiwitea-loan-text: Notice is hereby given that a Meeting of Ratepayers within the Makino Special Rating District will be held on SATURDAY, 24th instant, at the Cheltenham Schoolhouse, at 8 p.m., for the purpose of discussing the above loan proposals.: [285, 250, 421, 288]
bridge-notice-signature: E. G. COX, Clerk Manawatu County Council.: [305, 458, 421, 466]
wanted-ad: Wanted Known—That Mr S. S. Moore is prepared to receive Pupils for the Piano, Organ, and Violin. Tuition given at private residences. Terms and information on application to J. S. Milson, Manchester Street.: [972, 328, 1110, 366]
column-divider: [560, 36, 561, 1456]
to-lease-text: Ashurst, in Pemberton: 300 acres in grass; House, Woolshed, &c. Purchasing clause, £5 an acre; low rent; £200 wanted for improvements.: [836, 769, 966, 792]
educational-title: EDUCATIONAL.: [328, 599, 378, 607]
warnock-title-2: WARNOCK & ADKIN'S.: [576, 495, 816, 520]
clearing-sale-name: Bon Marche, Feilding.: [628, 105, 764, 122]
fact-title: IT IS A FACT: [630, 393, 762, 418]
bramwell-text-2: (Lockwood's Pampas, Burgon & Ball's B.B.A., Ward & Payne's 38 A.S., stamped BEST HEMP SEWING TWINE. Special quality for Wool Bales. PREPARED WOOL MARKING OIL. Powdered Raddle, Lamp Black, Venetian Red, Raw and Boiled Oils.: [567, 867, 825, 890]
gorton-sales-title: GORTON AND SON'S STOCK SALES for NOV., 1894—: [432, 512, 552, 527]
tailor-signature: A. WILLIAMSON.: [506, 659, 557, 667]
divider: [20, 527, 276, 528]
school-music-title: School of Music,: [855, 206, 947, 222]
trewin-signature-2: JAMES TREWIN, Public Benefit Boot Warehouse, Kimbolton Road, Feilding.: [836, 497, 966, 513]
colyton-sale-title: SALE AT COLYTON.: [461, 242, 523, 250]
divider: [836, 202, 966, 203]
divider: [972, 839, 1110, 840]
divider: [427, 509, 557, 510]
